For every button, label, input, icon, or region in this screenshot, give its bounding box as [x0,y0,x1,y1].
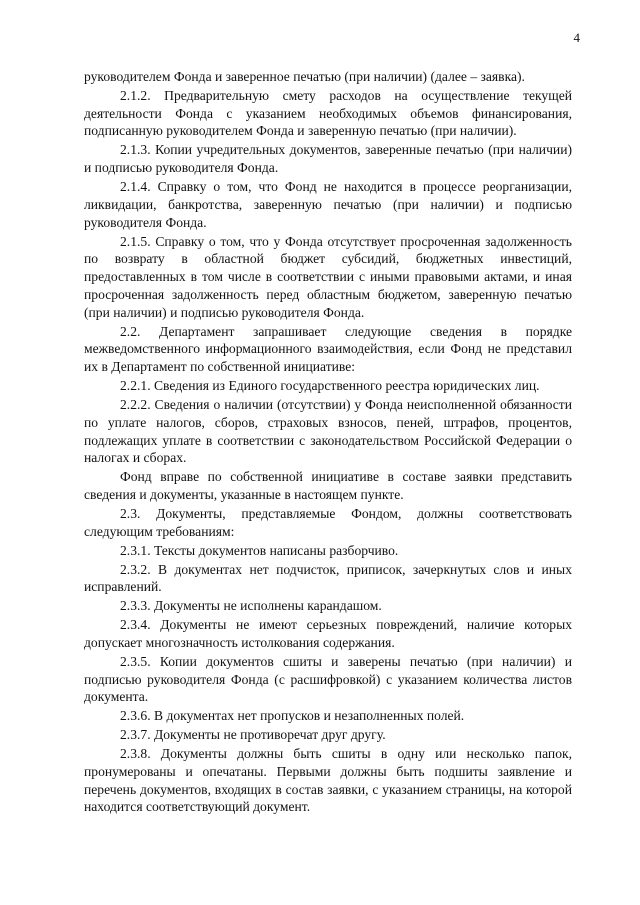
paragraph-2-2-2: 2.2.2. Сведения о наличии (отсутствии) у Фонда неисполненной обязанности по уплате налогов, сборов, страховых взносов, пеней, штрафов, процентов, подлежащих уплате в соответствии с законодательством Российской Федерации о налогах и сборах. [84,397,572,466]
paragraph-2-2: 2.2. Департамент запрашивает следующие сведения в порядке межведомственного информационного взаимодействия, если Фонд не представил их в Департамент по собственной инициативе: [84,323,572,375]
paragraph-2-2-1: 2.2.1. Сведения из Единого государственного реестра юридических лиц. [120,378,540,394]
paragraph-2-1-3: 2.1.3. Копии учредительных документов, заверенные печатью (при наличии) и подписью руководителя Фонда. [84,142,572,176]
paragraph-2-3-7: 2.3.7. Документы не противоречат друг другу. [120,727,386,743]
paragraph-2-3-4: 2.3.4. Документы не имеют серьезных повреждений, наличие которых допускает многозначность истолкования содержания. [84,617,572,650]
page-number: 4 [573,30,580,45]
paragraph-2-3-5: 2.3.5. Копии документов сшиты и заверены печатью (при наличии) и подписью руководителя Фонда (с расшифровкой) с указанием количества листов документа. [84,653,572,705]
paragraph-2-1-5: 2.1.5. Справку о том, что у Фонда отсутствует просроченная задолженность по возврату в областной бюджет субсидий, бюджетных инвестиций, предоставленных в том числе в соответствии с иными правовыми актами, и иная просроченная задолженность перед областным бюджетом, заверенную печатью (при наличии) и подписью руководителя Фонда. [84,233,572,320]
paragraph-2-3-1: 2.3.1. Тексты документов написаны разборчиво. [120,542,399,558]
paragraph-2-3-2: 2.3.2. В документах нет подчисток, приписок, зачеркнутых слов и иных исправлений. [84,561,572,595]
paragraph-2-1-2: 2.1.2. Предварительную смету расходов на осуществление текущей деятельности Фонда с указанием необходимых объемов финансирования, подписанную руководителем Фонда и заверенную печатью (при наличии). [84,87,572,139]
paragraph-continuation: руководителем Фонда и заверенное печатью (при наличии) (далее – заявка). [84,69,525,84]
paragraph-2-3-8: 2.3.8. Документы должны быть сшиты в одну или несколько папок, пронумерованы и опечатаны. Первыми должны быть подшиты заявление и перечень документов, входящих в состав заявки, с указанием страницы, на которой находится соответствующий документ. [84,746,572,815]
paragraph-fund-right: Фонд вправе по собственной инициативе в составе заявки представить сведения и документы, указанные в настоящем пункте. [84,469,572,503]
document-body [84,68,572,817]
paragraph-2-3-3: 2.3.3. Документы не исполнены карандашом. [120,598,382,614]
paragraph-2-1-4: 2.1.4. Справку о том, что Фонд не находится в процессе реорганизации, ликвидации, банкротства, заверенную печатью (при наличии) и подписью руководителя Фонда. [84,179,572,230]
paragraph-2-3: 2.3. Документы, представляемые Фондом, должны соответствовать следующим требованиям: [84,505,572,539]
paragraph-2-3-6: 2.3.6. В документах нет пропусков и незаполненных полей. [120,708,465,724]
